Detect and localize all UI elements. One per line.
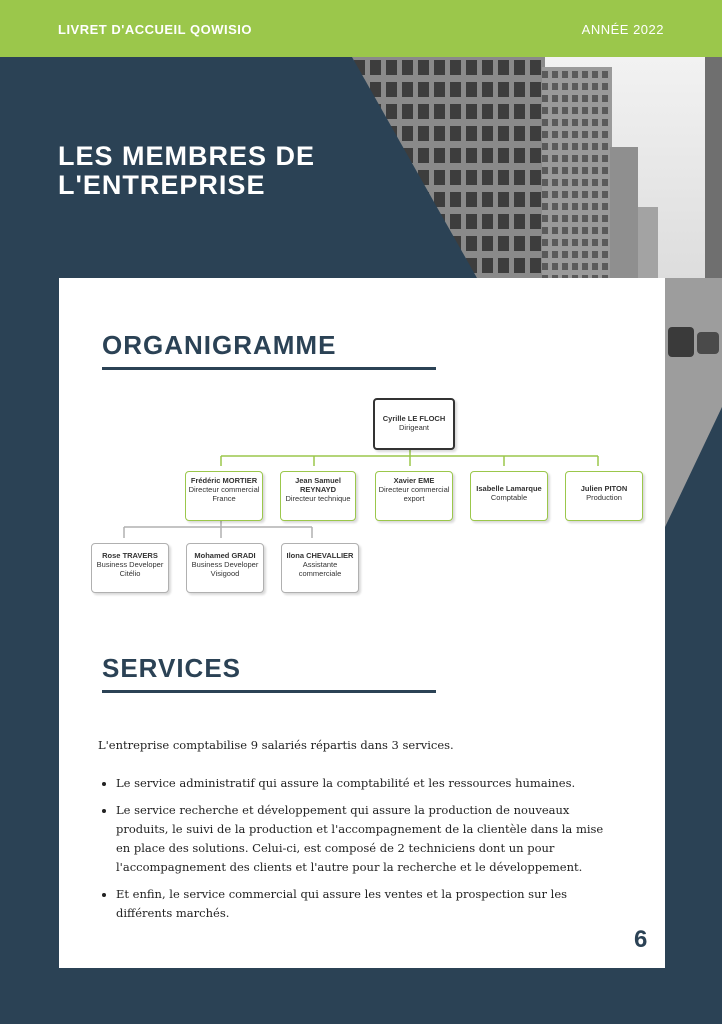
- org-node-level2: [470, 471, 548, 521]
- header-title: LIVRET D'ACCUEIL QOWISIO: [58, 22, 252, 37]
- org-node-level3: [281, 543, 359, 593]
- org-node-level2: [565, 471, 643, 521]
- org-node-level2: [280, 471, 356, 521]
- services-title-underline: [102, 690, 436, 693]
- org-node-role: Directeur technique: [285, 494, 351, 503]
- org-node-role: Directeur commercial export: [378, 485, 450, 503]
- services-intro: L'entreprise comptabilise 9 salariés répartis dans 3 services.: [98, 738, 454, 752]
- header-bar: [0, 0, 722, 57]
- org-node-name: Frédéric MORTIER: [190, 476, 258, 485]
- org-node-role: Directeur commercial France: [188, 485, 260, 503]
- org-node-name: Ilona CHEVALLIER: [286, 551, 354, 560]
- org-section-title: ORGANIGRAMME: [102, 330, 337, 360]
- service-item: • Et enfin, le service commercial qui assure les ventes et la prospection sur les différents marchés.: [116, 885, 618, 923]
- org-node-ceo: [373, 398, 455, 450]
- service-item: • Le service recherche et développement qui assure la production de nouveaux produits, le suivi de la production et l'accompagnement de la clientèle dans la mise en place des solutions. Celui-ci, est composé de 2 techniciens dont un pour l'accompagnement des clients et l'autre pour la recherche et le développement.: [116, 801, 618, 877]
- org-node-level2: [375, 471, 453, 521]
- org-node-role: Dirigeant: [398, 423, 429, 432]
- org-node-level3: [186, 543, 264, 593]
- services-list: [98, 774, 618, 931]
- org-node-name: Mohamed GRADI: [194, 551, 256, 560]
- page-number: 6: [634, 926, 648, 953]
- page-title: LES MEMBRES DE L'ENTREPRISE: [58, 141, 316, 200]
- org-node-name: Isabelle Lamarque: [476, 484, 542, 493]
- org-node-role: Business Developer Visigood: [191, 560, 259, 578]
- header-year: ANNÉE 2022: [581, 22, 664, 37]
- org-node-role: Comptable: [490, 493, 528, 502]
- org-title-underline: [102, 367, 436, 370]
- org-node-role: Production: [586, 493, 622, 502]
- org-node-name: Xavier EME: [393, 476, 435, 485]
- content-card: [59, 278, 665, 968]
- org-node-name: Rose TRAVERS: [102, 551, 158, 560]
- services-section-title: SERVICES: [102, 653, 242, 683]
- org-node-name: Julien PITON: [580, 484, 628, 493]
- org-node-level2: [185, 471, 263, 521]
- service-item: • Le service administratif qui assure la comptabilité et les ressources humaines.: [116, 774, 618, 793]
- org-node-role: Assistante commerciale: [298, 560, 342, 578]
- org-node-name: Jean Samuel REYNAYD: [295, 476, 341, 494]
- org-node-name: Cyrille LE FLOCH: [382, 414, 446, 423]
- org-node-role: Business Developer Citélio: [96, 560, 164, 578]
- org-node-level3: [91, 543, 169, 593]
